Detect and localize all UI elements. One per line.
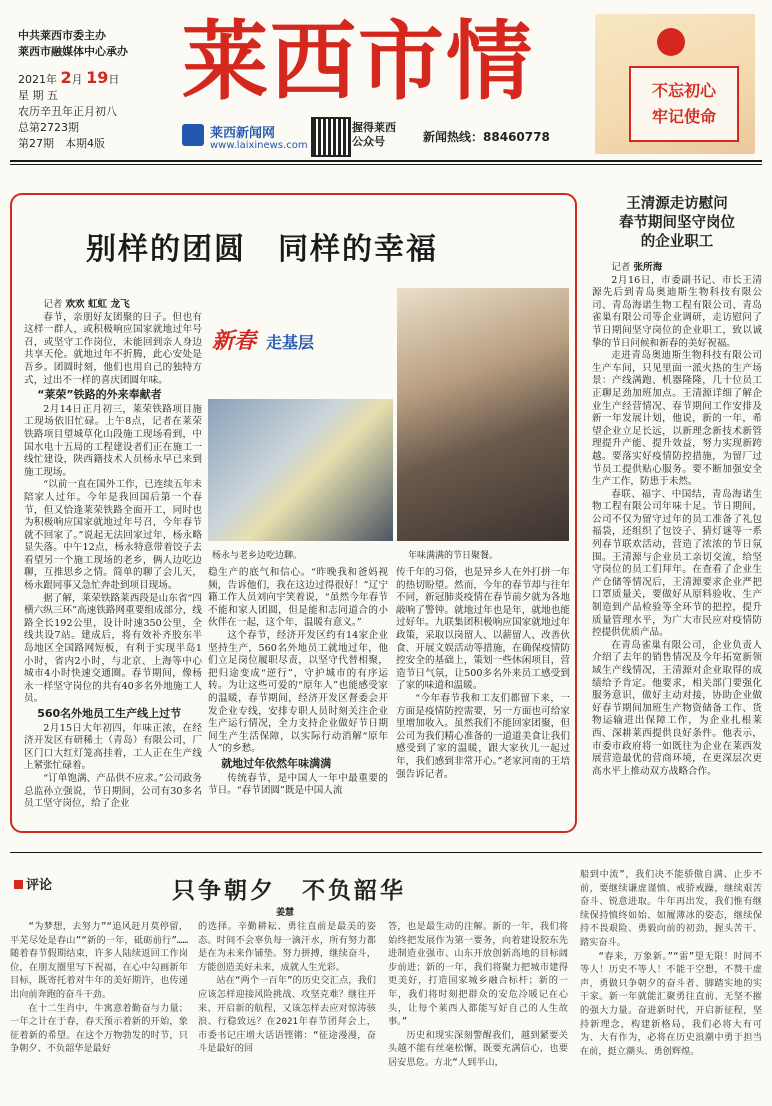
date-year-suffix: 年 bbox=[46, 73, 57, 86]
main-story-col-3 bbox=[396, 567, 570, 781]
qr-label-line-1: 握得莱西 bbox=[352, 121, 396, 134]
paragraph: 这个春节，经济开发区约有14家企业坚持生产，560名外地员工就地过年，他们立足岗位履职尽责，以坚守代替相聚，把归途变成“逆行”，守护城市的有序运转。为让这些可爱的“原年人”也能感受家的温暖，春节期间，经济开发区督委会开发企业专线，安排专职人员时刻关注企业生产运行情况，全力支持企业做好节日期间生产生活保障，以实际行动消解“原年人”的乡愁。 bbox=[208, 629, 388, 755]
date-day-suffix: 日 bbox=[108, 73, 120, 86]
paragraph: 走进青岛奥迪斯生物科技有限公司生产车间，只见里面一派火热的生产场景：产线满跑、机器隆隆，几十位员工正聊足劲加班加点。王清源详细了解企业生产经营情况、春节期间工作安排及新一年发展计划，他说，新的一年，希望企业立足长远，以新理念新技术新管理提升产能、提升效益，努力实现新跨越。要落实好疫情防控措施，为留厂过节员工提供贴心服务。要不断加强安全生产工作，防患于未然。 bbox=[592, 350, 762, 488]
paragraph: “为梦想，去努力”“追风赶月莫停留，平芜尽处是春山”“新的一年，砥砺前行”……随着春节假期结束，许多人陆续返回工作岗位，在朋友圈里写下祝福，在心中勾画新年目标，既寄托着对牛年的美好期许，也传递出向前奔跑的奋斗干劲。 bbox=[10, 921, 188, 1000]
commentary-col-4 bbox=[580, 868, 762, 1058]
right-story-body bbox=[592, 262, 762, 778]
right-title-line-1: 王清源走访慰问 bbox=[626, 195, 728, 212]
news-site-name: 莱西新闻网 bbox=[210, 126, 276, 141]
commentary-col-2 bbox=[198, 920, 376, 1056]
hotline bbox=[423, 128, 550, 145]
slogan-line-1: 不忘初心 bbox=[651, 81, 716, 100]
newspaper-logo: 莱西市情 bbox=[182, 11, 534, 112]
paragraph: 春节，亲朋好友团聚的日子。但也有这样一群人，或积极响应国家就地过年号召，或坚守工作岗位，未能回到亲人身边共享天伦。就地过年不折腾，此心安处是吾乡。团圆时刻，他们也用自己的独特方式，过出不一样的喜庆团圆年味。 bbox=[24, 311, 202, 386]
paragraph: “以前一直在国外工作，已连续五年未陪家人过年。今年是我回国后第一个春节，但又恰逢莱荣铁路全面开工，同时也为积极响应国家就地过年号召，今年春节就不回家了。”说起无法回家过年，杨永略显失落。中午12点，杨永特意带着饺子去看望另一个施工现场的老乡，俩人边吃边聊，互推思乡之情。简单的聊了会儿天，杨永跟同事又急忙奔赴到项目现场。 bbox=[24, 479, 202, 592]
photo-caption-1: 杨永与老乡边吃边聊。 bbox=[212, 551, 303, 561]
right-story-title bbox=[592, 194, 762, 251]
byline-label: 记者 bbox=[43, 299, 66, 310]
weekday: 星 期 五 bbox=[18, 89, 58, 102]
paragraph: 站在“两个一百年”的历史交汇点，我们应该怎样迎接风险挑战、攻坚克难？继往开来、开启新的航程，又该怎样去应对惊涛骇浪、行稳致远？在2021年春节团拜会上，市委书记庄增大话语铿锵：“征途漫漫，奋斗是最好的回 bbox=[198, 975, 376, 1055]
paragraph: “春来，万象新。”“雷”望无限！时间不等人！历史不等人！不能干空想，不赞干虚声，勇做只争朝夕的奋斗者、脚踏实地的实干家。新一年就能汇聚勇往直前、无坚不摧的强大力量。奋进新时代，开启新征程，坚持新理念，构建新格局，我们必将大有可为、大有作为，必将在历史浪潮中勇于担当在前，挺立潮头、勇创辉煌。 bbox=[580, 950, 762, 1057]
byline-label: 记者 bbox=[611, 262, 634, 273]
paragraph: 2月14日正月初三，莱荣铁路项目施工现场依旧忙碌。上午8点，记者在莱荣铁路项目望城草化山段施工现场看到，中国水电十五局的工程建设者们正在施工一线忙建设，陕西籍技术人员杨永早已来到施工现场。 bbox=[24, 403, 202, 478]
date-day: 19 bbox=[86, 68, 109, 87]
commentary-tag-text: 评论 bbox=[26, 878, 53, 893]
slogan-box bbox=[629, 66, 739, 142]
paragraph: 2月15日大年初四，年味正浓，在经济开发区有研稀土（青岛）有限公司，厂区门口大红灯笼高挂着，工人正在生产线上紧张忙碌着。 bbox=[24, 722, 202, 772]
photo-worker-chat bbox=[208, 399, 393, 541]
qr-label bbox=[352, 121, 396, 149]
paragraph: 在十二生肖中，牛寓意着勤奋与力量；一年之计在于春，春天预示着新的开始，象征着新的希望。在这个万物勃发的时节，只争朝夕、不负韶华是最好 bbox=[10, 1002, 188, 1055]
paragraph: 春联、福字、中国结，青岛海诺生物工程有限公司年味十足。节日期间，公司不仅为留守过年的员工准备了礼包福袋，还组织了包饺子、猜灯谜等一系列春节联欢活动，营造了浓浓的节日氛围。王清源与企业员工亲切交流，给坚守岗位的员工们拜年。在查看了企业生产仓储等情况后，王清源要求企业严把口罩质量关，要做好从原料验收、生产制造到产品检验等全环节的把控，提升质量管理水平，为广大市民应对疫情防控提供优质产品。 bbox=[592, 488, 762, 639]
commentary-title: 只争朝夕 不负韶华 bbox=[172, 877, 406, 904]
red-square-icon bbox=[14, 880, 23, 889]
commentary-author: 姜慧 bbox=[276, 908, 295, 918]
right-byline bbox=[592, 262, 762, 275]
stamp-text-2: 走基层 bbox=[266, 333, 315, 352]
paragraph: 据了解，莱荣铁路莱西段是山东省“四横六纵三环”高速铁路网重要组成部分，线路全长192公里，设计时速350公里，全线共设7站。建成后，将有效补齐胶东半岛地区全国路网短板，有利于实现半岛1小时，省内2小时，与北京、上海等中心城市4小时快速交通圈。春节期间，像杨永一样坚守岗位的共有40多名外地施工人员。 bbox=[24, 592, 202, 705]
slogan-banner bbox=[595, 14, 755, 154]
main-headline: 别样的团圆 同样的幸福 bbox=[86, 232, 438, 267]
date-month-suffix: 月 bbox=[71, 73, 83, 86]
byline-name: 张所海 bbox=[633, 262, 663, 273]
masthead-info bbox=[18, 28, 178, 152]
news-site-url[interactable]: www.laixinews.com bbox=[210, 140, 308, 151]
subheading: “莱荣”铁路的外来奉献者 bbox=[37, 388, 162, 402]
main-byline bbox=[24, 299, 202, 312]
issue-date bbox=[18, 70, 178, 88]
right-title-line-3: 的企业职工 bbox=[640, 233, 714, 250]
total-issue: 总第2723期 bbox=[18, 121, 79, 134]
paragraph: 历史和现实深刻警醒我们，越到紧要关头越不能有丝毫松懈，既要充满信心，也要居安思危。方北“人到半山， bbox=[388, 1029, 568, 1068]
date-year: 2021 bbox=[18, 73, 46, 86]
masthead-divider bbox=[10, 160, 762, 162]
paragraph: 传千年的习俗，也是异乡人在外打拼一年的热切盼望。然而，今年的春节却与往年不同，新冠肺炎疫情在春节前夕就为各地敲响了警钟。就地过年也是年，就地也能过好年。九联集团积极响应国家就地过年政策，采取以岗留人、以薪留人、改善伙食、开展文娱活动等措施，在确保疫情防控安全的基础上，策划一些休闲项目，营造节日气氛，让500多名外来员工感受到了家的味道和温暖。 bbox=[396, 567, 570, 692]
slogan-line-2: 牢记使命 bbox=[651, 107, 716, 126]
qr-code-icon bbox=[311, 117, 351, 157]
main-story-col-1 bbox=[24, 299, 202, 811]
date-month: 2 bbox=[60, 68, 72, 87]
new-year-stamp bbox=[208, 318, 378, 362]
org-line-1: 中共莱西市委主办 bbox=[18, 29, 106, 42]
paragraph: 在青岛雀巢有限公司，企业负责人介绍了去年的销售情况及今年拓宽新领域生产线情况，王清源对企业取得的成绩给予肯定。他要求，相关部门要强化服务意识，做好主动对接，协助企业做好春节期间加班生产物资储备工作、货物运输进出保障工作，为企业扎根莱西、深耕莱西提供良好条件。他表示，市委市政府将一如既往为企业在莱西发展营造最优的营商环境，在更深层次更高水平上推动双方战略合作。 bbox=[592, 639, 762, 777]
org-line-2: 莱西市融媒体中心承办 bbox=[18, 45, 128, 58]
section-divider bbox=[10, 852, 762, 853]
qr-label-line-2: 公众号 bbox=[352, 135, 385, 148]
commentary-col-1 bbox=[10, 920, 188, 1056]
masthead-divider-thin bbox=[10, 164, 762, 165]
paragraph: 2月16日，市委副书记、市长王清源先后到青岛奥迪斯生物科技有限公司、青岛海诺生物工程有限公司、青岛雀巢有限公司等企业调研，走访慰问了节日期间坚守岗位的企业职工，致以诚挚的节日问候和新春的美好祝福。 bbox=[592, 274, 762, 349]
news-site-icon bbox=[182, 124, 204, 146]
paragraph: 答，也是最生动的注解。新的一年，我们将始终把发展作为第一要务，向着建设胶东先进制造业强市、山东开放创新高地的目标阔步前进；新的一年，我们将聚力把城市建得更美好，打造国家城乡融合标杆；新的一年，我们将时刻把群众的安危冷暖记在心头，让每个莱西人都能写好自己的人生故事。” bbox=[388, 921, 568, 1028]
paragraph: “订单饱满、产品供不应求。”公司政务总监孙立强说，节日期间，公司有30多名员工坚守岗位，给了企业 bbox=[24, 772, 202, 810]
hotline-number: 88460778 bbox=[483, 130, 550, 144]
issue-line: 第27期 本期4版 bbox=[18, 137, 105, 150]
byline-names: 欢欢 虹虹 龙飞 bbox=[65, 299, 130, 310]
subheading: 560名外地员工生产线上过节 bbox=[37, 707, 182, 720]
stamp-text-1: 新春 bbox=[212, 328, 257, 354]
paragraph: 传统春节，是中国人一年中最重要的节日。“春节团圆”既是中国人流 bbox=[208, 772, 388, 797]
commentary-tag bbox=[14, 874, 52, 893]
paragraph: 的选择。辛勤耕耘、勇往直前是最美的姿态。时间不会辜负每一滴汗水，所有努力都是在为未来作铺垫。努力拼搏，继续奋斗，方能创造美好未来，成就人生光彩。 bbox=[198, 921, 376, 973]
right-title-line-2: 春节期间坚守岗位 bbox=[619, 214, 735, 231]
main-story-col-2 bbox=[208, 567, 388, 798]
photo-caption-2: 年味满满的节日聚餐。 bbox=[408, 551, 499, 561]
subheading: 就地过年依然年味满满 bbox=[221, 756, 332, 770]
paragraph: “今年春节我和工友们都留下来，一方面是疫情防控需要，另一方面也可给家里增加收入。虽然我们不能回家团聚，但公司为我们精心准备的一道道美食让我们感受到了家的温暖，跟大家伙儿一起过年，我们感到非常开心。”老家河南的王培强告诉记者。 bbox=[396, 692, 570, 780]
paragraph: 稳生产的底气和信心。“昨晚我和爸妈视频，告诉他们，我在这边过得很好！”辽宁籍工作人员刘向宇笑着说，“虽然今年春节不能和家人团圆，但是能和志同道合的小伙伴在一起，这个年，温暖有意义。” bbox=[208, 567, 388, 629]
party-emblem-icon bbox=[657, 28, 685, 56]
photo-festival-dinner bbox=[397, 288, 569, 541]
lunar-date: 农历辛丑年正月初八 bbox=[18, 105, 117, 118]
commentary-col-3 bbox=[388, 920, 568, 1070]
paragraph: 船到中流”，我们决不能骄傲自满、止步不前，要继续谦虚谨慎、戒骄戒躁，继续艰苦奋斗、锐意进取。牛年再出发，我们惟有继续保持慎终如始、如履薄冰的姿态，继续保持不畏艰险、勇毅向前的初劲，握头苦干、踏实奋斗。 bbox=[580, 869, 762, 948]
hotline-label: 新闻热线： bbox=[423, 130, 484, 144]
